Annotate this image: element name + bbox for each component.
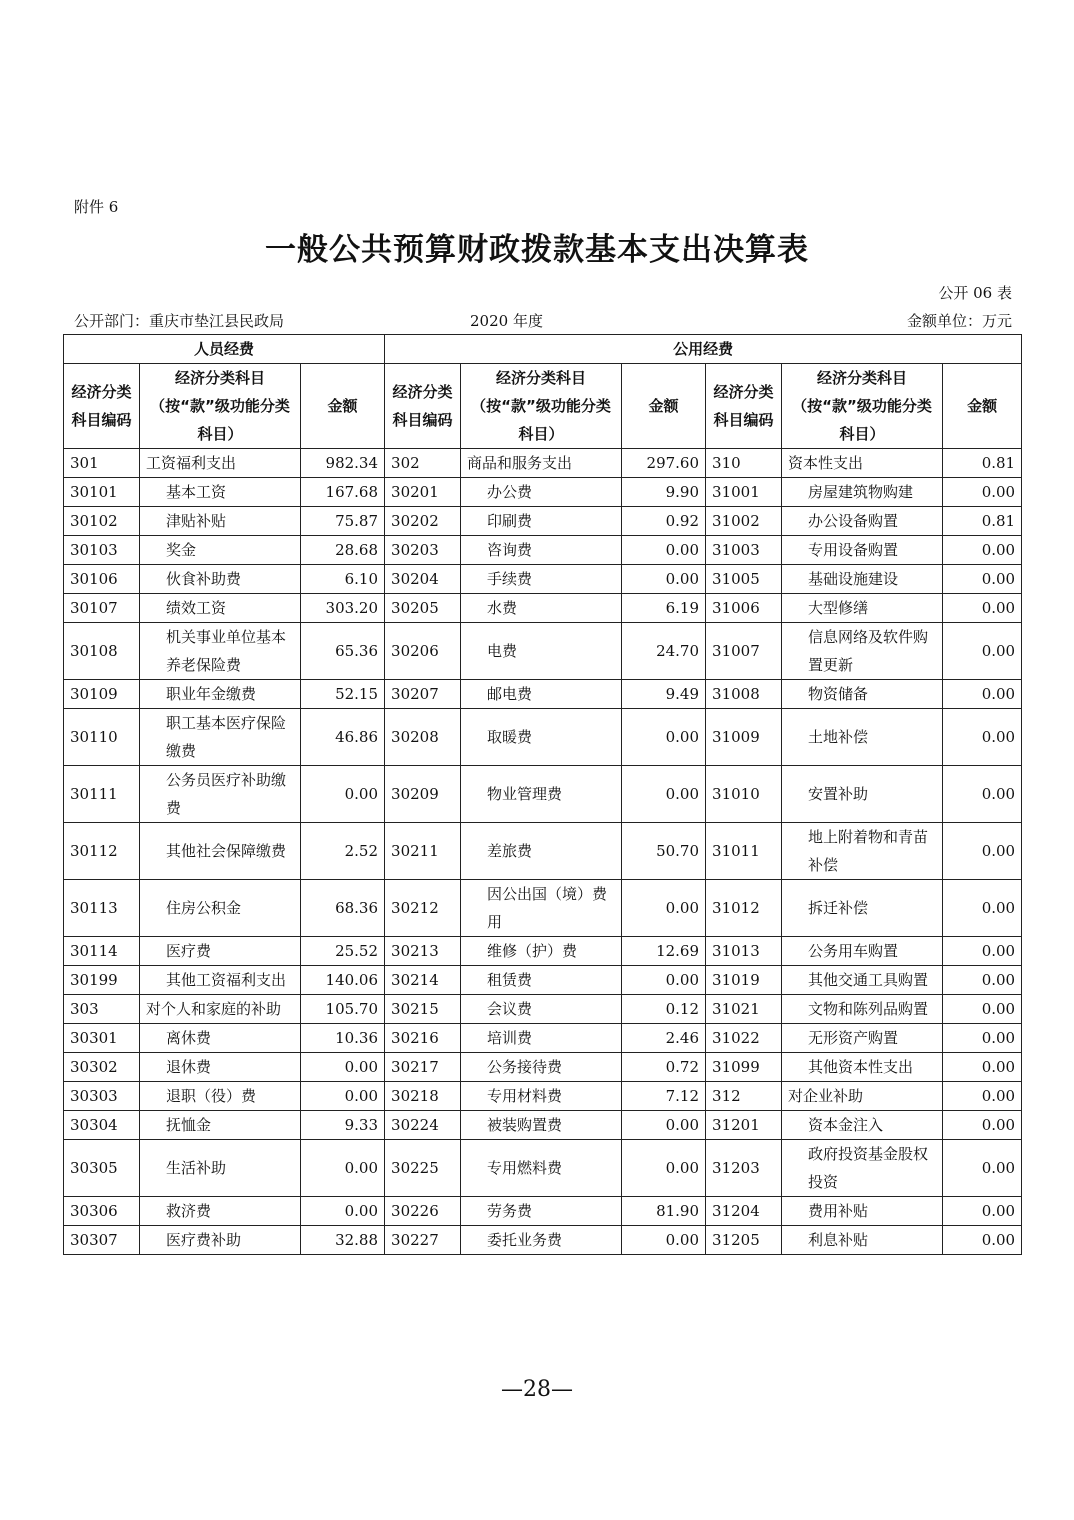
cell-name: 拆迁补偿 <box>782 880 943 937</box>
cell-amount: 10.36 <box>301 1024 385 1053</box>
cell-amount: 50.70 <box>622 823 706 880</box>
cell-name: 取暖费 <box>461 709 622 766</box>
cell-code: 30208 <box>385 709 461 766</box>
cell-amount: 0.00 <box>622 766 706 823</box>
table-row <box>64 823 1022 880</box>
cell-code: 30109 <box>64 680 140 709</box>
cell-code: 31007 <box>706 623 782 680</box>
cell-code: 31006 <box>706 594 782 623</box>
cell-name: 奖金 <box>140 536 301 565</box>
cell-amount: 297.60 <box>622 449 706 478</box>
page-title: 一般公共预算财政拨款基本支出决算表 <box>265 232 809 268</box>
cell-name: 水费 <box>461 594 622 623</box>
col-header-amount: 金额 <box>622 364 706 449</box>
cell-name: 信息网络及软件购置更新 <box>782 623 943 680</box>
cell-amount: 0.12 <box>622 995 706 1024</box>
cell-name: 基础设施建设 <box>782 565 943 594</box>
cell-name: 物资储备 <box>782 680 943 709</box>
table-row <box>64 995 1022 1024</box>
cell-code: 30227 <box>385 1226 461 1255</box>
cell-name: 地上附着物和青苗补偿 <box>782 823 943 880</box>
cell-amount: 0.00 <box>943 478 1022 507</box>
table-row <box>64 507 1022 536</box>
cell-code: 301 <box>64 449 140 478</box>
cell-amount: 0.00 <box>943 623 1022 680</box>
cell-code: 31005 <box>706 565 782 594</box>
cell-amount: 6.10 <box>301 565 385 594</box>
cell-name: 劳务费 <box>461 1197 622 1226</box>
col-header-name: 经济分类科目（按“款”级功能分类科目） <box>782 364 943 449</box>
cell-code: 30112 <box>64 823 140 880</box>
cell-amount: 0.00 <box>943 536 1022 565</box>
cell-amount: 24.70 <box>622 623 706 680</box>
cell-name: 被装购置费 <box>461 1111 622 1140</box>
cell-code: 30211 <box>385 823 461 880</box>
cell-amount: 0.72 <box>622 1053 706 1082</box>
cell-amount: 0.00 <box>943 1226 1022 1255</box>
table-row <box>64 1197 1022 1226</box>
cell-code: 31201 <box>706 1111 782 1140</box>
cell-name: 抚恤金 <box>140 1111 301 1140</box>
cell-name: 电费 <box>461 623 622 680</box>
cell-code: 30213 <box>385 937 461 966</box>
cell-amount: 28.68 <box>301 536 385 565</box>
cell-amount: 0.00 <box>943 1140 1022 1197</box>
cell-name: 基本工资 <box>140 478 301 507</box>
cell-code: 31002 <box>706 507 782 536</box>
cell-amount: 0.00 <box>301 1053 385 1082</box>
table-row <box>64 1024 1022 1053</box>
cell-name: 商品和服务支出 <box>461 449 622 478</box>
cell-amount: 0.00 <box>301 1140 385 1197</box>
cell-amount: 0.92 <box>622 507 706 536</box>
cell-name: 退职（役）费 <box>140 1082 301 1111</box>
cell-name: 培训费 <box>461 1024 622 1053</box>
col-header-code: 经济分类科目编码 <box>706 364 782 449</box>
personnel-group-header: 人员经费 <box>64 335 385 364</box>
table-row <box>64 565 1022 594</box>
cell-name: 维修（护）费 <box>461 937 622 966</box>
cell-name: 工资福利支出 <box>140 449 301 478</box>
cell-amount: 12.69 <box>622 937 706 966</box>
cell-amount: 0.81 <box>943 507 1022 536</box>
cell-name: 印刷费 <box>461 507 622 536</box>
cell-amount: 0.00 <box>301 1082 385 1111</box>
cell-code: 31022 <box>706 1024 782 1053</box>
cell-amount: 0.81 <box>943 449 1022 478</box>
cell-code: 30303 <box>64 1082 140 1111</box>
cell-amount: 65.36 <box>301 623 385 680</box>
cell-name: 专用材料费 <box>461 1082 622 1111</box>
cell-code: 312 <box>706 1082 782 1111</box>
budget-table <box>63 334 1022 1255</box>
cell-amount: 0.00 <box>622 536 706 565</box>
cell-code: 31003 <box>706 536 782 565</box>
cell-code: 31205 <box>706 1226 782 1255</box>
cell-code: 30206 <box>385 623 461 680</box>
cell-amount: 0.00 <box>301 1197 385 1226</box>
cell-name: 公务员医疗补助缴费 <box>140 766 301 823</box>
cell-amount: 0.00 <box>943 880 1022 937</box>
cell-code: 31021 <box>706 995 782 1024</box>
cell-name: 绩效工资 <box>140 594 301 623</box>
cell-name: 医疗费补助 <box>140 1226 301 1255</box>
attachment-label: 附件 6 <box>74 198 119 216</box>
cell-code: 30302 <box>64 1053 140 1082</box>
cell-code: 30113 <box>64 880 140 937</box>
col-header-code: 经济分类科目编码 <box>64 364 140 449</box>
cell-name: 大型修缮 <box>782 594 943 623</box>
cell-amount: 0.00 <box>943 995 1022 1024</box>
cell-name: 会议费 <box>461 995 622 1024</box>
cell-amount: 0.00 <box>943 1024 1022 1053</box>
table-row <box>64 449 1022 478</box>
cell-code: 30217 <box>385 1053 461 1082</box>
cell-name: 物业管理费 <box>461 766 622 823</box>
cell-code: 303 <box>64 995 140 1024</box>
cell-name: 因公出国（境）费用 <box>461 880 622 937</box>
table-row <box>64 1082 1022 1111</box>
cell-amount: 7.12 <box>622 1082 706 1111</box>
cell-amount: 2.46 <box>622 1024 706 1053</box>
cell-amount: 982.34 <box>301 449 385 478</box>
cell-code: 31001 <box>706 478 782 507</box>
table-row <box>64 1111 1022 1140</box>
cell-amount: 0.00 <box>622 565 706 594</box>
table-row <box>64 478 1022 507</box>
cell-name: 离休费 <box>140 1024 301 1053</box>
table-row <box>64 1226 1022 1255</box>
cell-name: 其他社会保障缴费 <box>140 823 301 880</box>
cell-code: 30307 <box>64 1226 140 1255</box>
cell-name: 职工基本医疗保险缴费 <box>140 709 301 766</box>
cell-name: 其他工资福利支出 <box>140 966 301 995</box>
cell-name: 退休费 <box>140 1053 301 1082</box>
cell-code: 31204 <box>706 1197 782 1226</box>
cell-code: 30226 <box>385 1197 461 1226</box>
cell-name: 咨询费 <box>461 536 622 565</box>
amount-unit: 金额单位：万元 <box>906 312 1012 330</box>
cell-name: 公务接待费 <box>461 1053 622 1082</box>
page-number: —28— <box>501 1377 573 1402</box>
cell-code: 30101 <box>64 478 140 507</box>
cell-name: 租赁费 <box>461 966 622 995</box>
cell-amount: 0.00 <box>301 766 385 823</box>
cell-name: 手续费 <box>461 565 622 594</box>
cell-amount: 9.90 <box>622 478 706 507</box>
table-row <box>64 766 1022 823</box>
cell-code: 30203 <box>385 536 461 565</box>
cell-name: 伙食补助费 <box>140 565 301 594</box>
cell-name: 救济费 <box>140 1197 301 1226</box>
public-group-header: 公用经费 <box>385 335 1022 364</box>
cell-name: 专用设备购置 <box>782 536 943 565</box>
cell-amount: 9.49 <box>622 680 706 709</box>
cell-code: 31011 <box>706 823 782 880</box>
cell-code: 30201 <box>385 478 461 507</box>
cell-amount: 0.00 <box>943 1053 1022 1082</box>
cell-amount: 52.15 <box>301 680 385 709</box>
cell-amount: 167.68 <box>301 478 385 507</box>
cell-code: 31019 <box>706 966 782 995</box>
cell-amount: 105.70 <box>301 995 385 1024</box>
cell-code: 30214 <box>385 966 461 995</box>
cell-name: 邮电费 <box>461 680 622 709</box>
cell-name: 安置补助 <box>782 766 943 823</box>
cell-name: 公务用车购置 <box>782 937 943 966</box>
cell-code: 30215 <box>385 995 461 1024</box>
cell-name: 差旅费 <box>461 823 622 880</box>
table-row <box>64 680 1022 709</box>
table-row <box>64 709 1022 766</box>
cell-amount: 0.00 <box>943 594 1022 623</box>
cell-name: 医疗费 <box>140 937 301 966</box>
table-row <box>64 880 1022 937</box>
col-header-name: 经济分类科目（按“款”级功能分类科目） <box>140 364 301 449</box>
cell-code: 30107 <box>64 594 140 623</box>
cell-amount: 0.00 <box>622 709 706 766</box>
table-body <box>64 449 1022 1255</box>
cell-name: 专用燃料费 <box>461 1140 622 1197</box>
cell-code: 31099 <box>706 1053 782 1082</box>
cell-amount: 0.00 <box>622 966 706 995</box>
cell-amount: 0.00 <box>943 766 1022 823</box>
cell-name: 无形资产购置 <box>782 1024 943 1053</box>
cell-code: 30108 <box>64 623 140 680</box>
cell-name: 其他交通工具购置 <box>782 966 943 995</box>
cell-code: 30207 <box>385 680 461 709</box>
department-label: 公开部门：重庆市垫江县民政局 <box>74 312 285 330</box>
cell-amount: 25.52 <box>301 937 385 966</box>
cell-name: 利息补贴 <box>782 1226 943 1255</box>
cell-amount: 0.00 <box>622 1226 706 1255</box>
table-row <box>64 623 1022 680</box>
cell-code: 30301 <box>64 1024 140 1053</box>
col-header-name: 经济分类科目（按“款”级功能分类科目） <box>461 364 622 449</box>
cell-code: 30106 <box>64 565 140 594</box>
col-header-amount: 金额 <box>301 364 385 449</box>
col-header-amount: 金额 <box>943 364 1022 449</box>
cell-amount: 68.36 <box>301 880 385 937</box>
cell-name: 对个人和家庭的补助 <box>140 995 301 1024</box>
cell-name: 文物和陈列品购置 <box>782 995 943 1024</box>
cell-amount: 303.20 <box>301 594 385 623</box>
cell-amount: 0.00 <box>943 680 1022 709</box>
cell-code: 31010 <box>706 766 782 823</box>
cell-code: 30202 <box>385 507 461 536</box>
cell-name: 其他资本性支出 <box>782 1053 943 1082</box>
col-header-code: 经济分类科目编码 <box>385 364 461 449</box>
cell-name: 办公费 <box>461 478 622 507</box>
cell-name: 住房公积金 <box>140 880 301 937</box>
cell-code: 30212 <box>385 880 461 937</box>
cell-amount: 81.90 <box>622 1197 706 1226</box>
fiscal-year: 2020 年度 <box>470 312 543 330</box>
cell-code: 30305 <box>64 1140 140 1197</box>
cell-code: 31012 <box>706 880 782 937</box>
cell-name: 土地补偿 <box>782 709 943 766</box>
cell-code: 30225 <box>385 1140 461 1197</box>
cell-code: 31013 <box>706 937 782 966</box>
cell-name: 机关事业单位基本养老保险费 <box>140 623 301 680</box>
cell-code: 30102 <box>64 507 140 536</box>
cell-amount: 75.87 <box>301 507 385 536</box>
table-number: 公开 06 表 <box>938 284 1012 302</box>
cell-amount: 0.00 <box>943 1197 1022 1226</box>
cell-code: 30218 <box>385 1082 461 1111</box>
cell-amount: 0.00 <box>943 1111 1022 1140</box>
cell-name: 委托业务费 <box>461 1226 622 1255</box>
cell-amount: 0.00 <box>943 823 1022 880</box>
cell-amount: 6.19 <box>622 594 706 623</box>
cell-name: 费用补贴 <box>782 1197 943 1226</box>
cell-code: 30304 <box>64 1111 140 1140</box>
cell-name: 职业年金缴费 <box>140 680 301 709</box>
cell-code: 30103 <box>64 536 140 565</box>
cell-code: 302 <box>385 449 461 478</box>
table-row <box>64 937 1022 966</box>
cell-code: 31203 <box>706 1140 782 1197</box>
cell-amount: 0.00 <box>943 565 1022 594</box>
cell-code: 30204 <box>385 565 461 594</box>
cell-code: 30114 <box>64 937 140 966</box>
cell-code: 30216 <box>385 1024 461 1053</box>
cell-amount: 46.86 <box>301 709 385 766</box>
table-row <box>64 594 1022 623</box>
cell-amount: 0.00 <box>622 1140 706 1197</box>
cell-amount: 32.88 <box>301 1226 385 1255</box>
cell-amount: 140.06 <box>301 966 385 995</box>
cell-code: 30111 <box>64 766 140 823</box>
cell-amount: 9.33 <box>301 1111 385 1140</box>
cell-code: 30224 <box>385 1111 461 1140</box>
cell-amount: 0.00 <box>943 709 1022 766</box>
cell-name: 房屋建筑物购建 <box>782 478 943 507</box>
cell-name: 资本性支出 <box>782 449 943 478</box>
cell-name: 生活补助 <box>140 1140 301 1197</box>
cell-name: 对企业补助 <box>782 1082 943 1111</box>
cell-name: 津贴补贴 <box>140 507 301 536</box>
cell-amount: 0.00 <box>622 880 706 937</box>
cell-name: 办公设备购置 <box>782 507 943 536</box>
cell-amount: 0.00 <box>622 1111 706 1140</box>
table-row <box>64 1053 1022 1082</box>
cell-amount: 0.00 <box>943 937 1022 966</box>
cell-code: 30110 <box>64 709 140 766</box>
table-row <box>64 966 1022 995</box>
cell-code: 310 <box>706 449 782 478</box>
table-row <box>64 536 1022 565</box>
table-row <box>64 1140 1022 1197</box>
cell-amount: 2.52 <box>301 823 385 880</box>
cell-name: 政府投资基金股权投资 <box>782 1140 943 1197</box>
cell-code: 31008 <box>706 680 782 709</box>
cell-amount: 0.00 <box>943 1082 1022 1111</box>
cell-name: 资本金注入 <box>782 1111 943 1140</box>
cell-code: 31009 <box>706 709 782 766</box>
cell-code: 30205 <box>385 594 461 623</box>
cell-code: 30199 <box>64 966 140 995</box>
cell-code: 30209 <box>385 766 461 823</box>
cell-amount: 0.00 <box>943 966 1022 995</box>
cell-code: 30306 <box>64 1197 140 1226</box>
